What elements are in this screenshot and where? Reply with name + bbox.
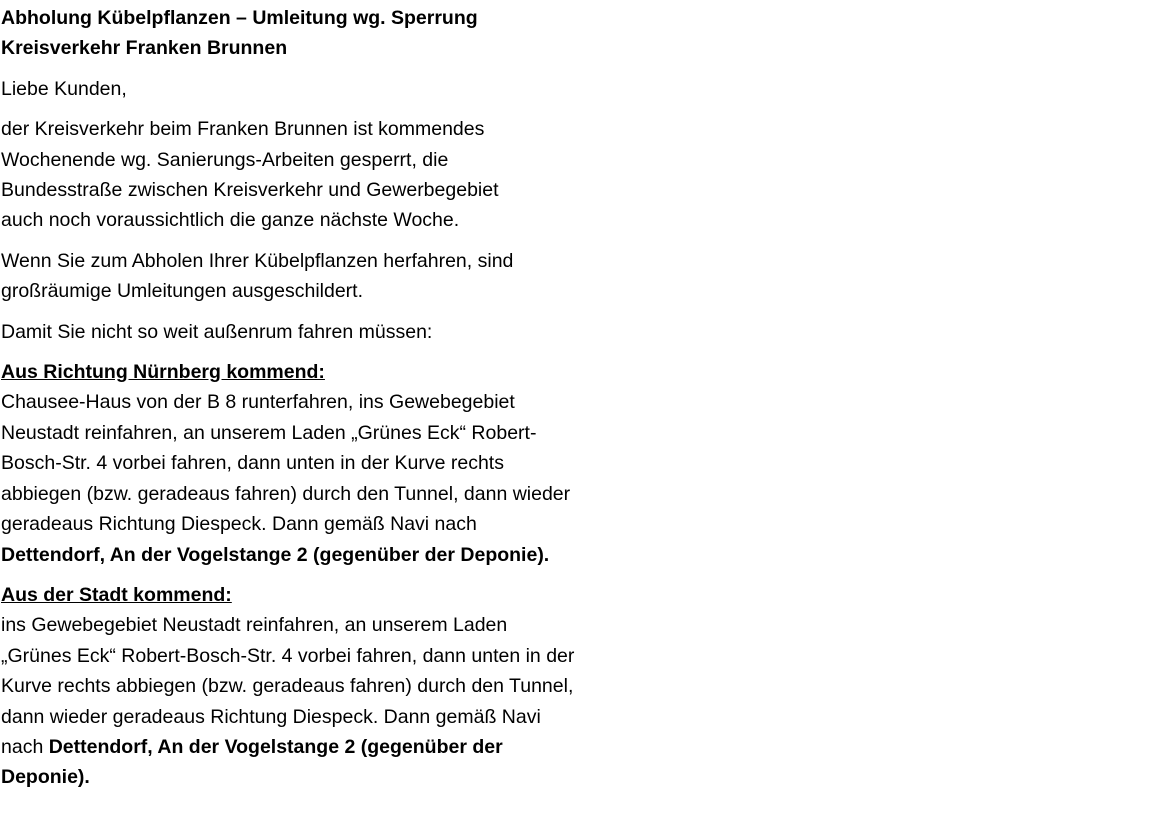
- document-body: [1, 3, 601, 803]
- section-nuernberg-text: Chausee-Haus von der B 8 runterfahren, ins Gewebegebiet Neustadt reinfahren, an unserem Laden „Grünes Eck“ Robert-Bosch-Str. 4 vorbei fahren, dann unten in der Kurve rechts abbiegen (bzw. geradeaus fahren) durch den Tunnel, dann wieder geradeaus Richtung Diespeck. Dann gemäß Navi nach: [1, 391, 571, 536]
- greeting: Liebe Kunden,: [1, 77, 127, 100]
- intro-paragraph: der Kreisverkehr beim Franken Brunnen ist kommendes Wochenende wg. Sanierungs-Arbeiten gesperrt, die Bundesstraße zwischen Kreisverkehr und Gewerbegebiet auch noch voraussichtlich die ganze nächste Woche.: [1, 118, 499, 232]
- shortcut-paragraph: Damit Sie nicht so weit außenrum fahren müssen:: [1, 320, 433, 343]
- document-title: Abholung Kübelpflanzen – Umleitung wg. Sperrung Kreisverkehr Franken Brunnen: [1, 7, 478, 60]
- section-stadt: [1, 580, 576, 793]
- section-nuernberg-destination: Dettendorf, An der Vogelstange 2 (gegenüber der Deponie).: [1, 543, 550, 566]
- section-stadt-heading: Aus der Stadt kommend:: [1, 583, 232, 606]
- section-nuernberg-heading: Aus Richtung Nürnberg kommend:: [1, 361, 325, 384]
- section-stadt-destination: Dettendorf, An der Vogelstange 2 (gegenüber der Deponie).: [1, 735, 503, 789]
- section-stadt-text: ins Gewebegebiet Neustadt reinfahren, an unserem Laden „Grünes Eck“ Robert-Bosch-Str. 4 vorbei fahren, dann unten in der Kurve rechts abbiegen (bzw. geradeaus fahren) durch den Tunnel, dann wieder geradeaus Richtung Diespeck. Dann gemäß Navi nach: [1, 614, 575, 758]
- section-nuernberg: [1, 357, 581, 570]
- detour-paragraph: Wenn Sie zum Abholen Ihrer Kübelpflanzen herfahren, sind großräumige Umleitungen ausgeschildert.: [1, 249, 514, 303]
